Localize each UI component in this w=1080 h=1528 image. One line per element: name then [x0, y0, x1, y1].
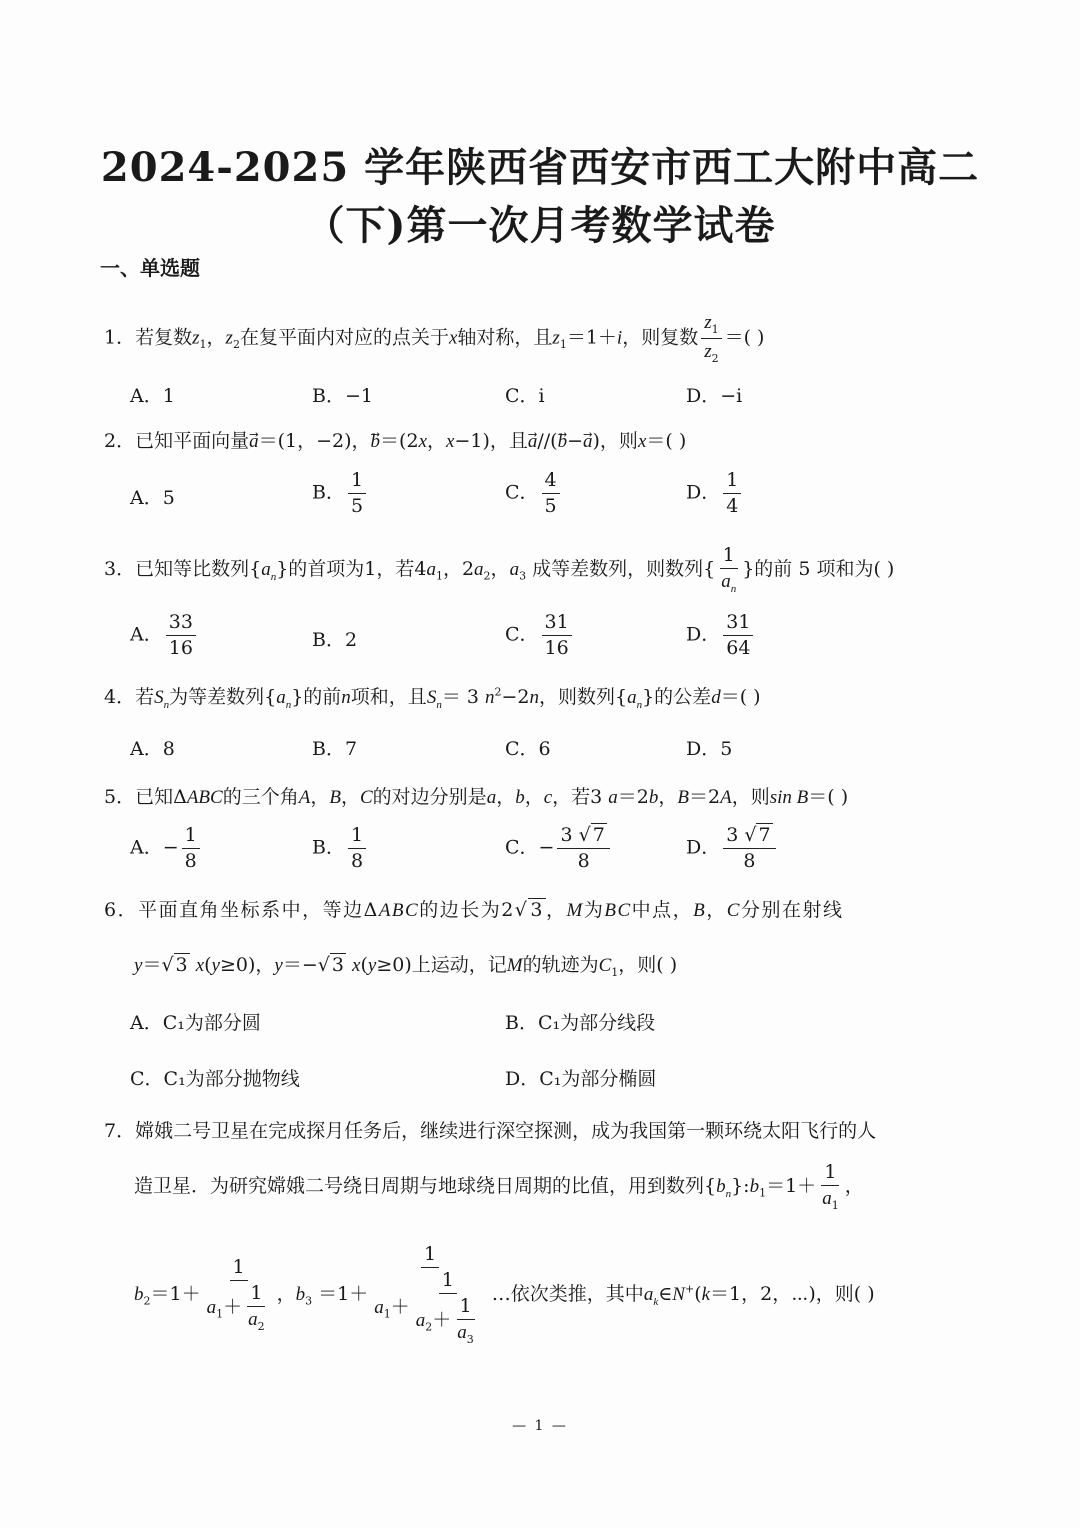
q5-option-d: D． $\frac{3 √ 7}{8}$: [686, 825, 779, 872]
question-number: 6．: [104, 899, 139, 921]
q1-option-a: A．1: [130, 385, 175, 407]
question-7-line-3: $b_2=1+$ 1 $a_1+$ $\frac{1}{a_2}$ ，$b_3 =1+$ 1 $a_1+$ 1 $a_2+$ $\frac{1}{a_3}$ …依次类推，其中$a_k\in N^+(k=1$，2，⋯)，则( ): [134, 1243, 875, 1346]
question-6-line-2: y＝√ 3 x(y≥0)，y＝−√ 3 x(y≥0)上运动，记M的轨迹为$C_1$，则( ): [134, 954, 678, 979]
question-number: 7．: [104, 1120, 136, 1142]
q1-option-b: B．−1: [312, 385, 373, 407]
question-7-line-2: 造卫星．为研究嫦娥二号绕日周期与地球绕日周期的比值，用到数列$\{b_n\}:b_1=1+$ $\frac{1}{a_1}$ ，: [134, 1161, 864, 1212]
q2-option-d: D． $\frac{1}{4}$: [686, 470, 744, 517]
q5-option-a: A．− $\frac{1}{8}$: [130, 825, 203, 872]
q4-option-c: C．6: [505, 738, 551, 760]
question-6-line-1: 6．平面直角坐标系中，等边ΔABC的边长为2√ 3 ，M为BC中点，B，C分别在射线: [104, 899, 844, 921]
section-heading: 一、单选题: [100, 256, 200, 280]
q1-option-c: C．i: [505, 385, 545, 407]
question-5: 5．已知ΔABC的三个角A，B，C的对边分别是a，b，c，若3 a＝2b，B＝2A，则sin B＝( ): [104, 786, 849, 808]
question-number: 3．: [104, 557, 136, 580]
q4-option-b: B．7: [312, 738, 358, 760]
q4-option-d: D．5: [686, 738, 733, 760]
question-1: 1．若复数$z_1$，$z_2$在复平面内对应的点关于x轴对称，且$z_1=1+i$，则复数 $\frac{z_1}{z_2}$ ＝( ): [104, 312, 765, 365]
q6-option-d: D．C₁为部分椭圆: [505, 1068, 657, 1090]
q5-option-c: C．− $\frac{3 √ 7}{8}$: [505, 825, 613, 872]
q4-option-a: A．8: [130, 738, 175, 760]
question-4: 4．若$S_n$为等差数列$\{a_n\}$的前n项和，且$S_n= 3$ $n^2-2n$，则数列$\{a_n\}$的公差d＝( ): [104, 685, 761, 711]
question-3: 3．已知等比数列$\{a_n\}$的首项为1，若$4a_1$，$2a_2$，$a_3$ 成等差数列，则数列{ $\frac{1}{a_n}$ }的前 5 项和为( ): [104, 544, 895, 595]
q2-option-c: C． $\frac{4}{5}$: [505, 470, 563, 517]
q3-option-b: B．2: [312, 629, 358, 651]
question-number: 1．: [104, 326, 136, 349]
fraction: $\frac{z_1}{z_2}$: [701, 312, 721, 365]
q1-option-d: D．−i: [686, 385, 743, 407]
question-7-line-1: 7．嫦娥二号卫星在完成探月任务后，继续进行深空探测，成为我国第一颗环绕太阳飞行的人: [104, 1120, 877, 1142]
title-line-1: 2024-2025 学年陕西省西安市西工大附中高二: [100, 144, 980, 191]
page-number: — 1 —: [512, 1418, 568, 1434]
q3-option-c: C． $\frac{31}{16}$: [505, 612, 575, 659]
question-2: 2．已知平面向量a⃗＝(1，−2)，b⃗＝(2x，x−1)，且a⃗//(b⃗−a⃗)，则x＝( ): [104, 430, 687, 452]
q6-option-c: C．C₁为部分抛物线: [130, 1068, 300, 1090]
q6-option-a: A．C₁为部分圆: [130, 1012, 261, 1034]
q6-option-b: B．C₁为部分线段: [505, 1012, 656, 1034]
title-line-2: （下)第一次月考数学试卷: [304, 202, 776, 249]
question-number: 5．: [104, 786, 136, 808]
question-number: 4．: [104, 686, 136, 708]
q5-option-b: B． $\frac{1}{8}$: [312, 825, 369, 872]
question-number: 2．: [104, 430, 136, 452]
q3-option-d: D． $\frac{31}{64}$: [686, 612, 756, 659]
q2-option-a: A．5: [130, 487, 175, 509]
q3-option-a: A． $\frac{33}{16}$: [130, 612, 199, 659]
q2-option-b: B． $\frac{1}{5}$: [312, 470, 369, 517]
